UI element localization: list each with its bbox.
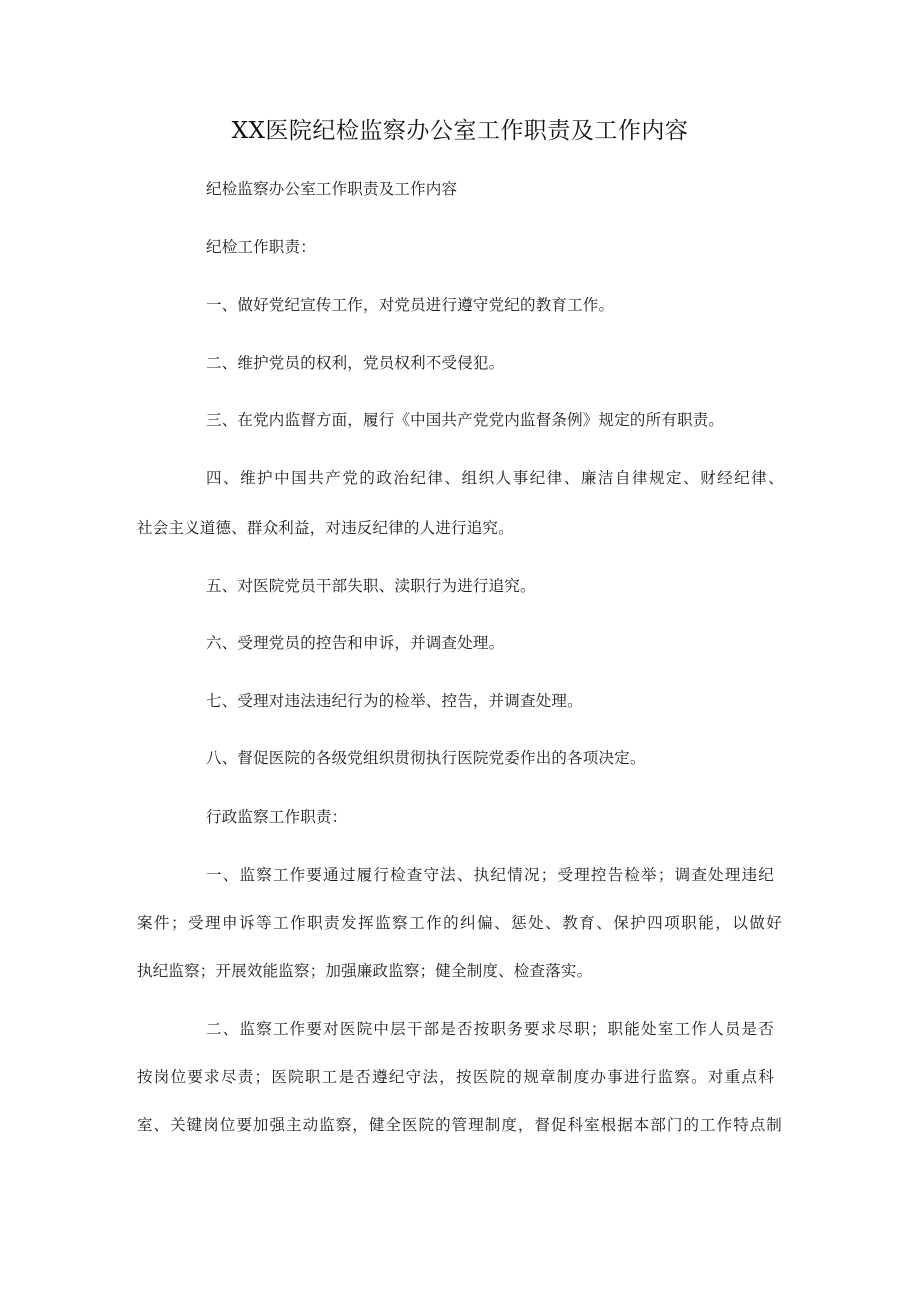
- document-subtitle: 纪检监察办公室工作职责及工作内容: [206, 180, 458, 198]
- paragraph-line: 二、维护党员的权利，党员权利不受侵犯。: [206, 354, 505, 372]
- paragraph-line: 八、督促医院的各级党组织贯彻执行医院党委作出的各项决定。: [206, 749, 646, 767]
- paragraph-line: 社会主义道德、群众利益，对违反纪律的人进行追究。: [137, 519, 514, 537]
- paragraph-line: 二、监察工作要对医院中层干部是否按职务要求尽职；职能处室工作人员是否: [206, 1020, 774, 1038]
- paragraph-line: 五、对医院党员干部失职、渎职行为进行追究。: [206, 577, 536, 595]
- paragraph-line: 一、监察工作要通过履行检查守法、执纪情况；受理控告检举；调查处理违纪: [206, 866, 774, 884]
- paragraph-line: 按岗位要求尽责；医院职工是否遵纪守法，按医院的规章制度办事进行监察。对重点科: [137, 1068, 774, 1086]
- document-title: XX医院纪检监察办公室工作职责及工作内容: [231, 118, 689, 144]
- section-heading-administrative: 行政监察工作职责：: [206, 808, 348, 826]
- paragraph-line: 四、维护中国共产党的政治纪律、组织人事纪律、廉洁自律规定、财经纪律、: [206, 469, 784, 487]
- paragraph-line: 六、受理党员的控告和申诉，并调查处理。: [206, 634, 505, 652]
- paragraph-line: 执纪监察；开展效能监察；加强廉政监察；健全制度、检查落实。: [137, 962, 593, 980]
- paragraph-line: 案件；受理申诉等工作职责发挥监察工作的纠偏、惩处、教育、保护四项职能，以做好: [137, 914, 782, 932]
- paragraph-line: 一、做好党纪宣传工作，对党员进行遵守党纪的教育工作。: [206, 296, 615, 314]
- paragraph-line: 三、在党内监督方面，履行《中国共产党党内监督条例》规定的所有职责。: [206, 411, 725, 429]
- paragraph-line: 七、受理对违法违纪行为的检举、控告，并调查处理。: [206, 692, 583, 710]
- section-heading-discipline: 纪检工作职责：: [206, 238, 316, 256]
- paragraph-line: 室、关键岗位要加强主动监察，健全医院的管理制度，督促科室根据本部门的工作特点制: [137, 1116, 782, 1134]
